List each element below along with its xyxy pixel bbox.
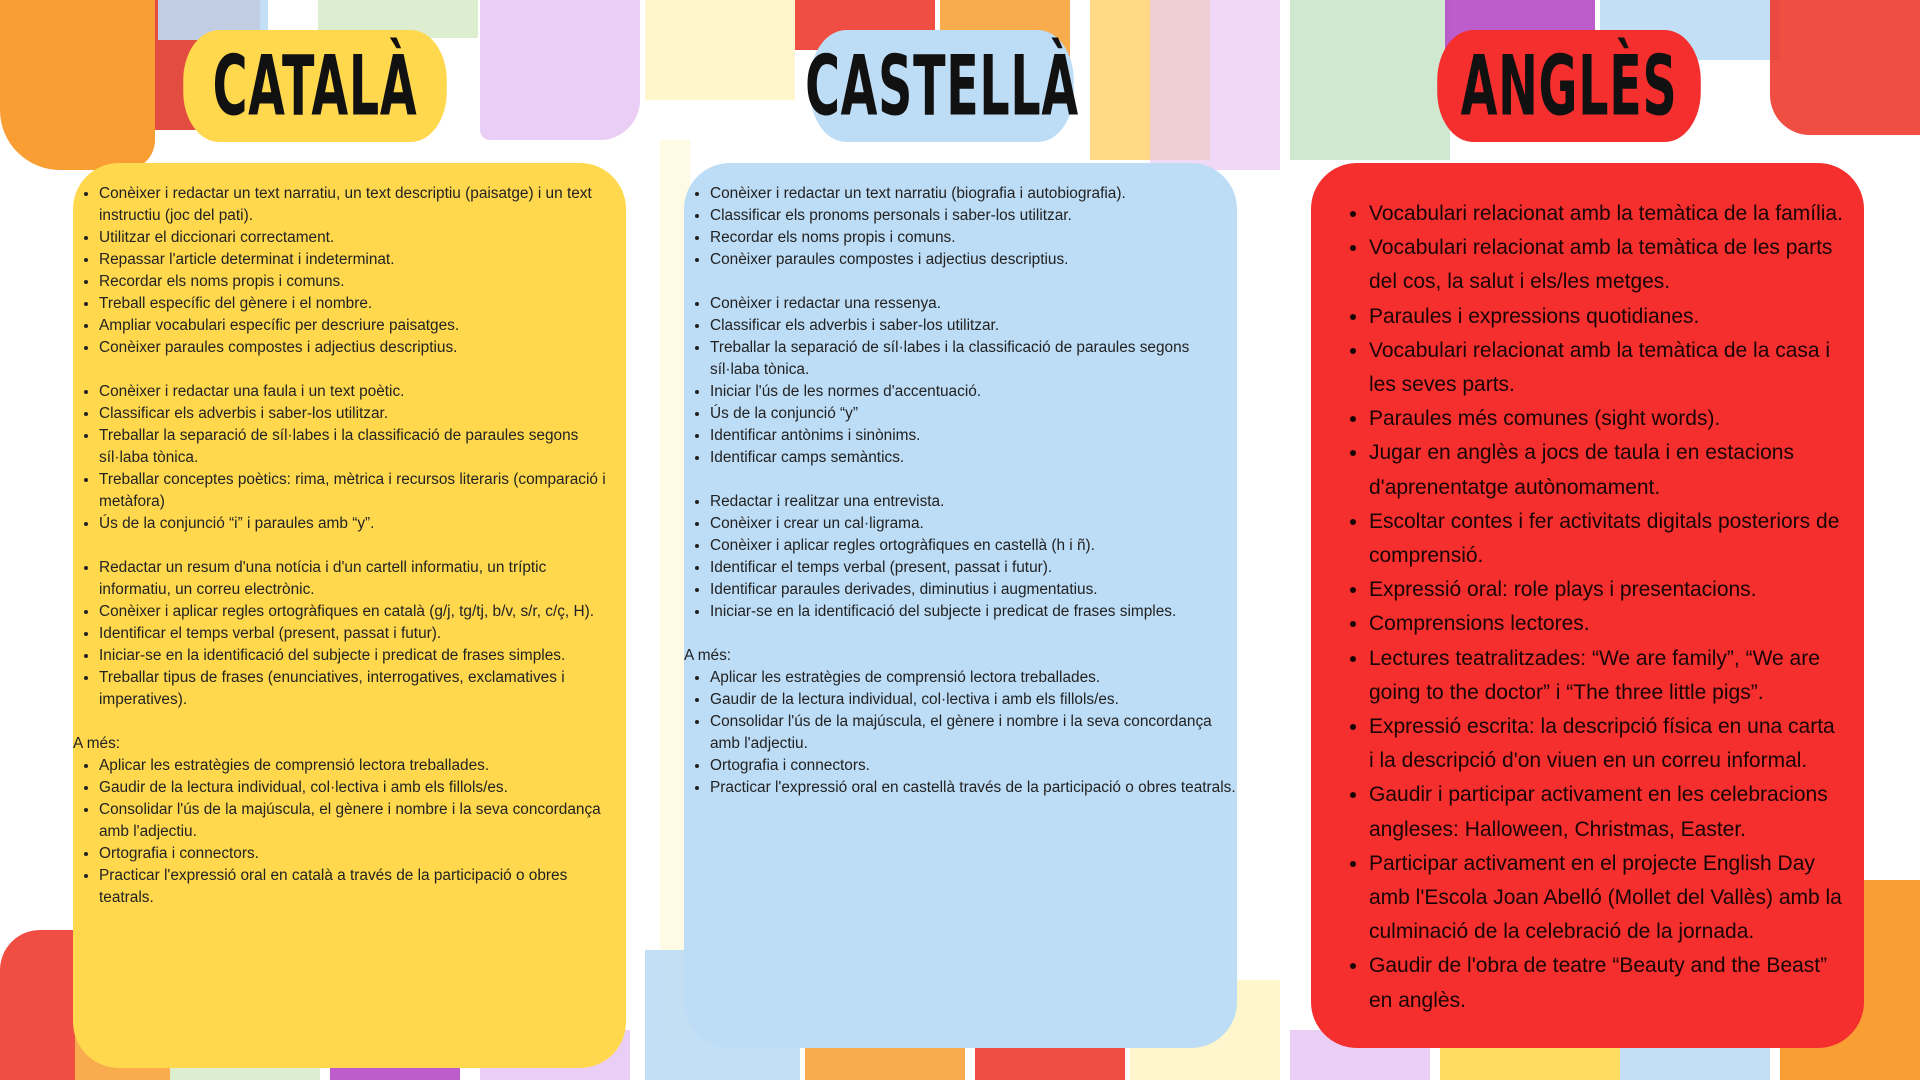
list-item: • Recordar els noms propis i comuns. xyxy=(710,227,1237,249)
list-item: • Comprensions lectores. xyxy=(1369,607,1844,641)
catala-list-3 xyxy=(73,557,622,711)
list-item: • Practicar l'expressió oral en català a través de la participació o obres teatrals. xyxy=(99,865,622,909)
castella-title-pill xyxy=(805,30,1079,142)
list-item: • Identificar el temps verbal (present, passat i futur). xyxy=(99,623,622,645)
list-item: • Ortografia i connectors. xyxy=(710,755,1237,777)
list-item: • Gaudir de l'obra de teatre “Beauty and the Beast” en anglès. xyxy=(1369,949,1844,1017)
list-item: • Treballar la separació de síl·labes i la classificació de paraules segons síl·laba tònica. xyxy=(99,425,622,469)
list-item: • Expressió oral: role plays i presentacions. xyxy=(1369,573,1844,607)
list-item: • Jugar en anglès a jocs de taula i en estacions d'aprenentatge autònomament. xyxy=(1369,436,1844,504)
list-item: • Consolidar l'ús de la majúscula, el gènere i nombre i la seva concordança amb l'adjectiu. xyxy=(99,799,622,843)
list-item: • Paraules més comunes (sight words). xyxy=(1369,402,1844,436)
list-item: • Ús de la conjunció “i” i paraules amb “y”. xyxy=(99,513,622,535)
list-item: • Gaudir i participar activament en les celebracions angleses: Halloween, Christmas, Easter. xyxy=(1369,778,1844,846)
list-item: • Identificar paraules derivades, diminutius i augmentatius. xyxy=(710,579,1237,601)
list-item: • Recordar els noms propis i comuns. xyxy=(99,271,622,293)
angles-panel xyxy=(1311,163,1864,1048)
list-item: • Treballar tipus de frases (enunciatives, interrogatives, exclamatives i imperatives). xyxy=(99,667,622,711)
list-item: • Gaudir de la lectura individual, col·lectiva i amb els fillols/es. xyxy=(99,777,622,799)
angles-title: ANGLÈS xyxy=(1460,37,1678,135)
list-item: • Treballar conceptes poètics: rima, mètrica i recursos literaris (comparació i metàfora) xyxy=(99,469,622,513)
list-item: • Conèixer paraules compostes i adjectius descriptius. xyxy=(710,249,1237,271)
list-item: • Redactar un resum d'una notícia i d'un cartell informatiu, un tríptic informatiu, un correu electrònic. xyxy=(99,557,622,601)
list-item: • Lectures teatralitzades: “We are family”, “We are going to the doctor” i “The three little pigs”. xyxy=(1369,642,1844,710)
catala-list-1 xyxy=(73,183,622,359)
catala-extra-list xyxy=(73,755,622,909)
castella-list-2 xyxy=(684,293,1237,469)
list-item: • Conèixer i aplicar regles ortogràfiques en castellà (h i ñ). xyxy=(710,535,1237,557)
list-item: • Iniciar l'ús de les normes d'accentuació. xyxy=(710,381,1237,403)
list-item: • Ampliar vocabulari específic per descriure paisatges. xyxy=(99,315,622,337)
catala-title-pill xyxy=(183,30,447,142)
list-item: • Paraules i expressions quotidianes. xyxy=(1369,300,1844,334)
list-item: • Classificar els pronoms personals i saber-los utilitzar. xyxy=(710,205,1237,227)
list-item: • Conèixer i redactar una ressenya. xyxy=(710,293,1237,315)
list-item: • Practicar l'expressió oral en castellà través de la participació o obres teatrals. xyxy=(710,777,1237,799)
list-item: • Conèixer i redactar un text narratiu, un text descriptiu (paisatge) i un text instructiu (joc del pati). xyxy=(99,183,622,227)
list-item: • Redactar i realitzar una entrevista. xyxy=(710,491,1237,513)
list-item: • Iniciar-se en la identificació del subjecte i predicat de frases simples. xyxy=(710,601,1237,623)
catala-title: CATALÀ xyxy=(212,37,418,135)
castella-title: CASTELLÀ xyxy=(805,37,1079,135)
angles-title-pill xyxy=(1437,30,1701,142)
list-item: • Identificar el temps verbal (present, passat i futur). xyxy=(710,557,1237,579)
list-item: • Aplicar les estratègies de comprensió lectora treballades. xyxy=(710,667,1237,689)
list-item: • Conèixer i redactar una faula i un text poètic. xyxy=(99,381,622,403)
list-item: • Repassar l'article determinat i indeterminat. xyxy=(99,249,622,271)
list-item: • Expressió escrita: la descripció física en una carta i la descripció d'on viuen en un correu informal. xyxy=(1369,710,1844,778)
list-item: • Conèixer paraules compostes i adjectius descriptius. xyxy=(99,337,622,359)
list-item: • Treballar la separació de síl·labes i la classificació de paraules segons síl·laba tònica. xyxy=(710,337,1237,381)
castella-extra-list xyxy=(684,667,1237,799)
list-item: • Identificar camps semàntics. xyxy=(710,447,1237,469)
list-item: • Gaudir de la lectura individual, col·lectiva i amb els fillols/es. xyxy=(710,689,1237,711)
list-item: • Utilitzar el diccionari correctament. xyxy=(99,227,622,249)
castella-panel xyxy=(684,163,1237,1048)
angles-list xyxy=(1333,197,1844,1018)
list-item: • Escoltar contes i fer activitats digitals posteriors de comprensió. xyxy=(1369,505,1844,573)
list-item: • Iniciar-se en la identificació del subjecte i predicat de frases simples. xyxy=(99,645,622,667)
list-item: • Ús de la conjunció “y” xyxy=(710,403,1237,425)
catala-list-2 xyxy=(73,381,622,535)
list-item: • Conèixer i crear un cal·ligrama. xyxy=(710,513,1237,535)
list-item: • Treball específic del gènere i el nombre. xyxy=(99,293,622,315)
list-item: • Consolidar l'ús de la majúscula, el gènere i nombre i la seva concordança amb l'adjectiu. xyxy=(710,711,1237,755)
list-item: • Ortografia i connectors. xyxy=(99,843,622,865)
list-item: • Vocabulari relacionat amb la temàtica de les parts del cos, la salut i els/les metges. xyxy=(1369,231,1844,299)
list-item: • Vocabulari relacionat amb la temàtica de la família. xyxy=(1369,197,1844,231)
castella-list-1 xyxy=(684,183,1237,271)
list-item: • Conèixer i aplicar regles ortogràfiques en català (g/j, tg/tj, b/v, s/r, c/ç, H). xyxy=(99,601,622,623)
list-item: • Classificar els adverbis i saber-los utilitzar. xyxy=(99,403,622,425)
list-item: • Aplicar les estratègies de comprensió lectora treballades. xyxy=(99,755,622,777)
list-item: • Conèixer i redactar un text narratiu (biografia i autobiografia). xyxy=(710,183,1237,205)
list-item: • Identificar antònims i sinònims. xyxy=(710,425,1237,447)
list-item: • Participar activament en el projecte English Day amb l'Escola Joan Abelló (Mollet del Vallès) amb la culminació de la celebració de la jornada. xyxy=(1369,847,1844,950)
castella-extra-label: A més: xyxy=(684,647,732,664)
castella-list-3 xyxy=(684,491,1237,623)
catala-panel xyxy=(73,163,626,1068)
list-item: • Classificar els adverbis i saber-los utilitzar. xyxy=(710,315,1237,337)
list-item: • Vocabulari relacionat amb la temàtica de la casa i les seves parts. xyxy=(1369,334,1844,402)
catala-extra-label: A més: xyxy=(73,735,121,752)
